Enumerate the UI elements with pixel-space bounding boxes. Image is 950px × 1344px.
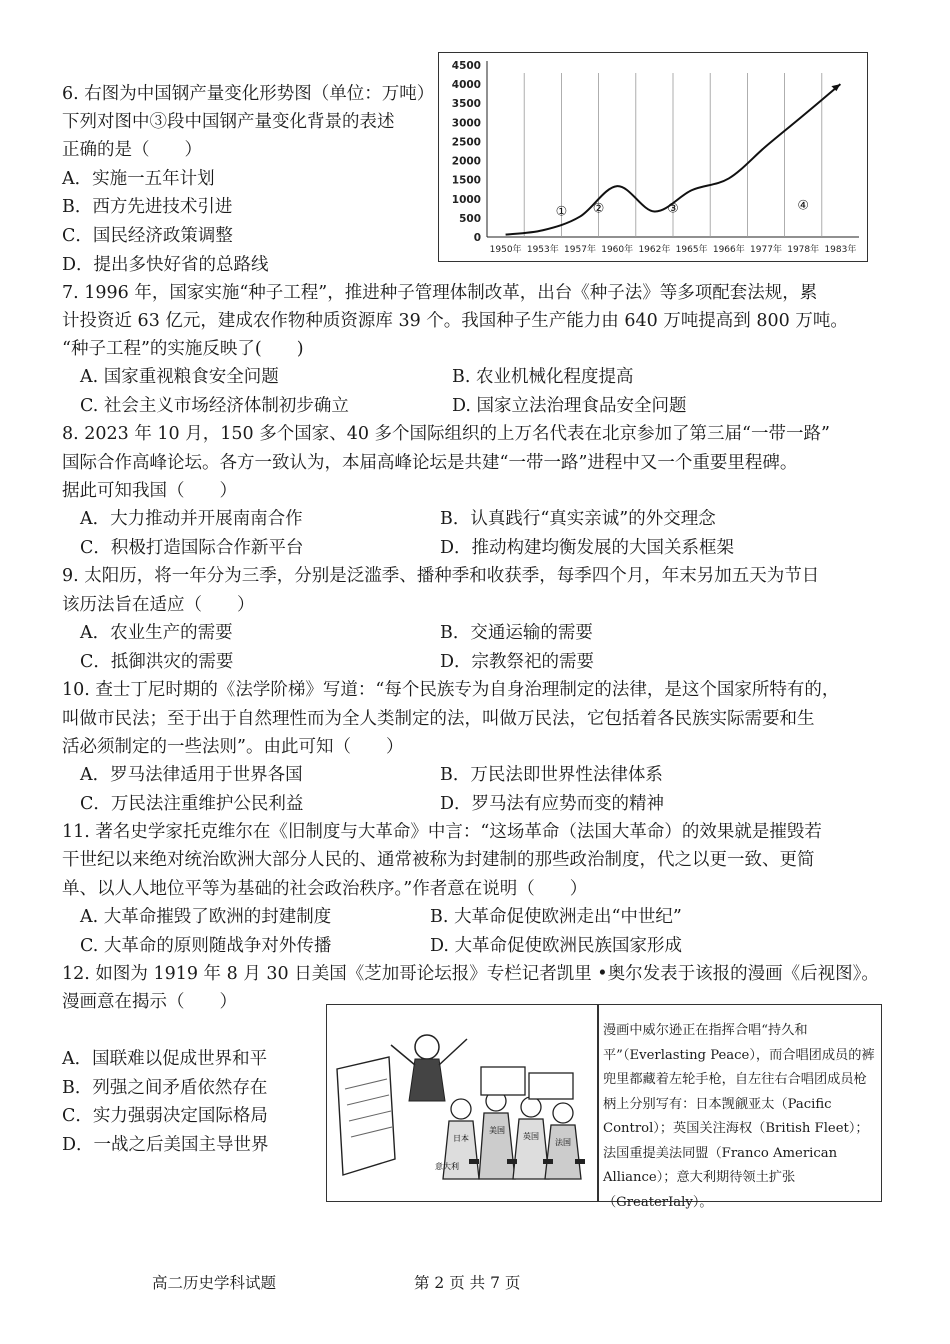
q7-option-a: A. 国家重视粮食安全问题 (80, 367, 279, 387)
q10-option-b: B．万民法即世界性法律体系 (440, 765, 663, 785)
y-tick-label: 1500 (451, 174, 481, 187)
x-tick-label: 1953年 (526, 245, 559, 255)
segment-label: ② (592, 201, 605, 217)
q11-option-a: A. 大革命摧毁了欧洲的封建制度 (80, 907, 332, 927)
q10-option-d: D．罗马法有应势而变的精神 (440, 794, 665, 814)
cartoon-label-japan: 日本 (453, 1134, 469, 1143)
q11-option-c: C. 大革命的原则随战争对外传播 (80, 936, 332, 956)
q11-option-d: D. 大革命促使欧洲民族国家形成 (430, 936, 683, 956)
q11-stem-line1: 11. 著名史学家托克维尔在《旧制度与大革命》中言：“这场革命（法国大革命）的效果就是摧毁若 (62, 822, 822, 842)
x-tick-label: 1962年 (638, 245, 671, 255)
y-tick-label: 3500 (451, 98, 481, 111)
q7-option-d: D. 国家立法治理食品安全问题 (452, 396, 687, 416)
cartoon-label-uk: 英国 (523, 1132, 539, 1141)
cartoon-caption: 漫画中威尔逊正在指挥合唱“持久和平”（Everlasting Peace），而合唱团成员的裤兜里都藏着左轮手枪，自左往右合唱团成员枪柄上分别写有：日本觊觎亚太（Pacific Control）；英国关注海权（British Fleet）；法国重提美法同盟（Franco American Alliance）；意大利期待领土扩张（GreaterIaly）。 (603, 1023, 875, 1210)
q6-option-a: A．实施一五年计划 (62, 169, 215, 189)
y-tick-label: 4000 (451, 79, 481, 92)
y-tick-label: 1000 (451, 193, 481, 206)
q7-option-c: C. 社会主义市场经济体制初步确立 (80, 396, 349, 416)
q8-option-d: D．推动构建均衡发展的大国关系框架 (440, 538, 735, 558)
q9-option-b: B．交通运输的需要 (440, 623, 593, 643)
q12-option-d: D．一战之后美国主导世界 (62, 1135, 269, 1155)
q9-stem-line2: 该历法旨在适应（ ） (62, 595, 255, 615)
steel-chart-svg (439, 53, 867, 261)
q7-option-b: B. 农业机械化程度提高 (452, 367, 634, 387)
q6-stem-line1: 6. 右图为中国钢产量变化形势图（单位：万吨） (62, 84, 435, 104)
cartoon-label-usa: 美国 (489, 1126, 505, 1135)
q10-option-c: C．万民法注重维护公民利益 (80, 794, 304, 814)
q7-stem-line3: “种子工程”的实施反映了( ) (62, 339, 304, 359)
q6-option-c: C．国民经济政策调整 (62, 226, 233, 246)
q10-stem-line2: 叫做市民法；至于出于自然理性而为全人类制定的法，叫做万民法，它包括着各民族实际需要和生 (62, 709, 815, 729)
q9-option-a: A．农业生产的需要 (80, 623, 233, 643)
y-tick-label: 500 (459, 212, 481, 225)
x-tick-label: 1977年 (750, 245, 782, 255)
footer-subject: 高二历史学科试题 (152, 1274, 277, 1292)
q8-option-b: B．认真践行“真实亲诚”的外交理念 (440, 509, 716, 529)
x-tick-label: 1983年 (824, 245, 857, 255)
q6-stem-line2: 下列对图中③段中国钢产量变化背景的表述 (62, 112, 395, 132)
q12-option-c: C．实力强弱决定国际格局 (62, 1106, 268, 1126)
cartoon-illustration (331, 1009, 593, 1195)
q10-stem-line3: 活必须制定的一些法则”。由此可知（ ） (62, 737, 404, 757)
q12-option-a: A．国联难以促成世界和平 (62, 1049, 268, 1069)
q6-option-d: D．提出多快好省的总路线 (62, 255, 269, 275)
q8-stem-line2: 国际合作高峰论坛。各方一致认为，本届高峰论坛是共建“一带一路”进程中又一个重要里程碑。 (62, 453, 798, 473)
q12-stem-line2: 漫画意在揭示（ ） (62, 992, 237, 1012)
y-tick-label: 3000 (451, 117, 481, 130)
x-tick-label: 1950年 (489, 245, 522, 255)
q11-stem-line2: 干世纪以来绝对统治欧洲大部分人民的、通常被称为封建制的那些政治制度，代之以更一致、更简 (62, 850, 815, 870)
cartoon-divider (597, 1005, 599, 1201)
y-tick-label: 2000 (451, 155, 481, 168)
q11-option-b: B. 大革命促使欧洲走出“中世纪” (430, 907, 682, 927)
cartoon-label-italy: 意大利 (435, 1162, 459, 1171)
q10-option-a: A．罗马法律适用于世界各国 (80, 765, 303, 785)
q8-stem-line3: 据此可知我国（ ） (62, 481, 237, 501)
y-tick-label: 4500 (451, 60, 481, 72)
segment-label: ③ (667, 201, 679, 217)
segment-label: ① (555, 204, 568, 220)
q6-stem-line3: 正确的是（ ） (62, 140, 202, 160)
q10-stem-line1: 10. 查士丁尼时期的《法学阶梯》写道：“每个民族专为自身治理制定的法律，是这个国家所特有的， (62, 680, 840, 700)
q8-stem-line1: 8. 2023 年 10 月，150 多个国家、40 多个国际组织的上万名代表在北京参加了第三届“一带一路” (62, 424, 830, 444)
x-tick-label: 1957年 (564, 245, 596, 255)
q9-option-c: C．抵御洪灾的需要 (80, 652, 234, 672)
q8-option-c: C．积极打造国际合作新平台 (80, 538, 304, 558)
y-tick-label: 0 (473, 232, 481, 244)
x-tick-label: 1978年 (787, 245, 820, 255)
q9-option-d: D．宗教祭祀的需要 (440, 652, 595, 672)
q8-option-a: A．大力推动并开展南南合作 (80, 509, 303, 529)
q12-stem-line1: 12. 如图为 1919 年 8 月 30 日美国《芝加哥论坛报》专栏记者凯里 •奥尔发表于该报的漫画《后视图》。 (62, 964, 879, 984)
cartoon-figure (326, 1004, 882, 1210)
q12-option-b: B．列强之间矛盾依然存在 (62, 1078, 268, 1098)
cartoon-label-france: 法国 (555, 1138, 571, 1147)
q6-option-b: B．西方先进技术引进 (62, 197, 233, 217)
q11-stem-line3: 单、以人人地位平等为基础的社会政治秩序。”作者意在说明（ ） (62, 879, 588, 899)
q7-stem-line2: 计投资近 63 亿元，建成农作物种质资源库 39 个。我国种子生产能力由 640 万吨提高到 800 万吨。 (62, 311, 848, 331)
footer-page-number: 第 2 页 共 7 页 (414, 1274, 521, 1292)
q9-stem-line1: 9. 太阳历，将一年分为三季，分别是泛滥季、播种季和收获季，每季四个月，年末另加五天为节日 (62, 566, 820, 586)
segment-label: ④ (797, 198, 810, 214)
x-tick-label: 1966年 (712, 245, 745, 255)
q7-stem-line1: 7. 1996 年，国家实施“种子工程”，推进种子管理体制改革，出台《种子法》等多项配套法规，累 (62, 283, 818, 303)
x-tick-label: 1965年 (675, 245, 708, 255)
x-tick-label: 1960年 (601, 245, 634, 255)
y-tick-label: 2500 (451, 136, 481, 149)
steel-output-chart (438, 52, 868, 262)
